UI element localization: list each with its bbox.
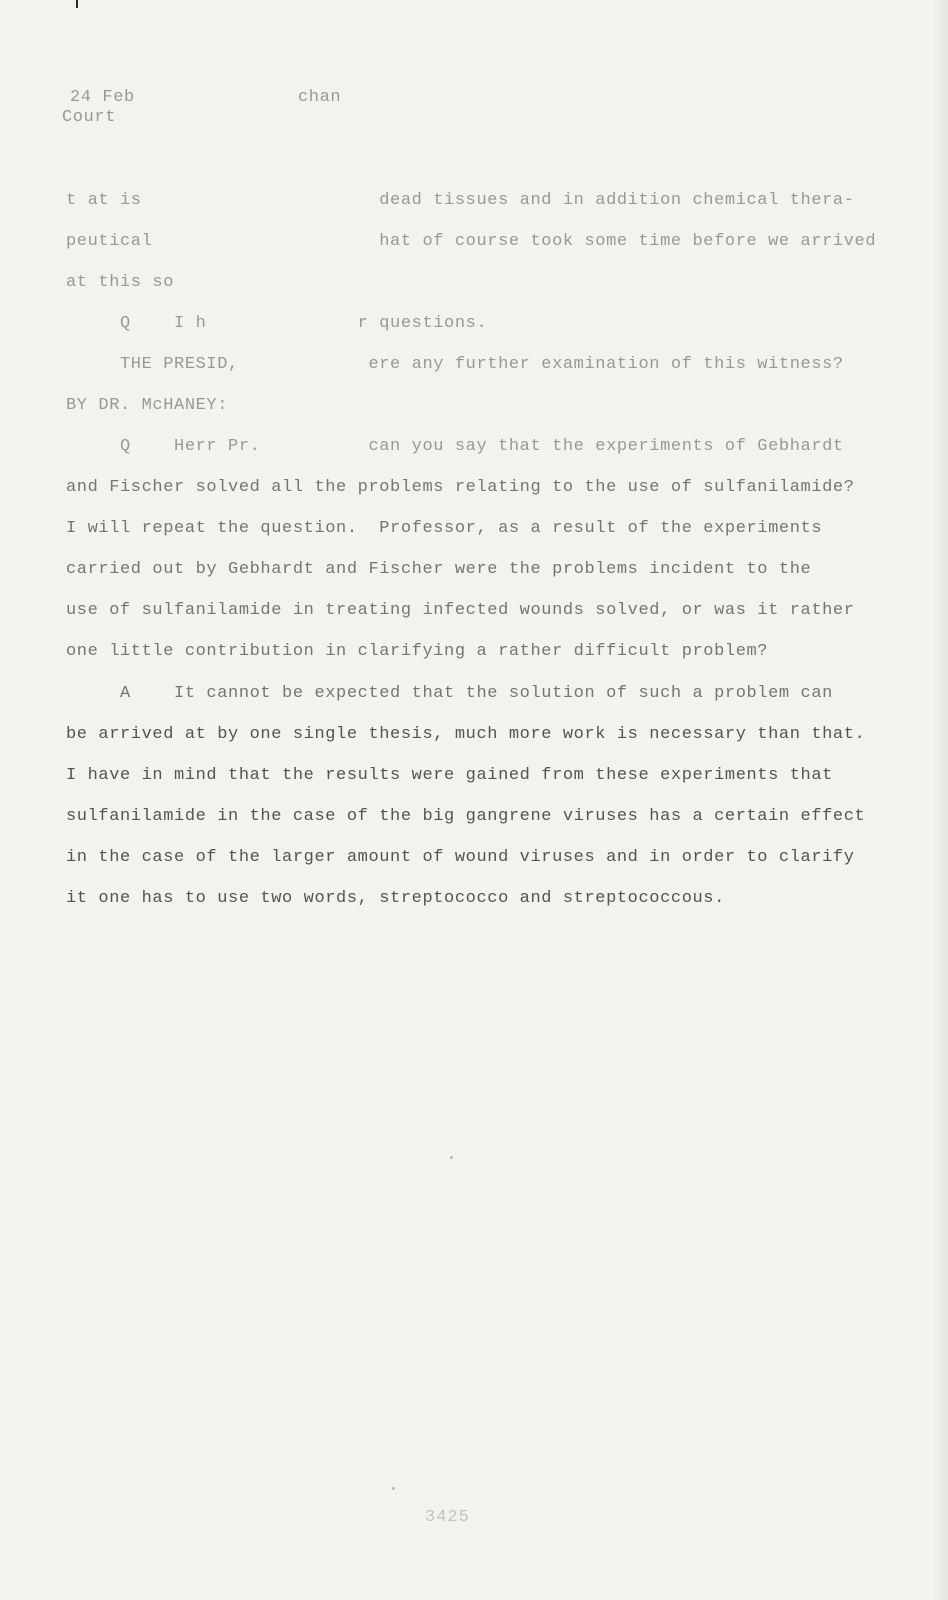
header-court: Court: [62, 108, 117, 127]
body-line: t at is dead tissues and in addition chemical thera-: [66, 191, 855, 210]
page-number: 3425: [425, 1508, 470, 1527]
body-line: carried out by Gebhardt and Fischer were the problems incident to the: [66, 560, 812, 579]
body-line: I will repeat the question. Professor, as a result of the experiments: [66, 519, 823, 538]
president-line: THE PRESID, ere any further examination of this witness?: [66, 355, 844, 374]
paper-speck: [450, 1156, 453, 1159]
question-line: Q I h r questions.: [66, 314, 488, 333]
body-line: I have in mind that the results were gained from these experiments that: [66, 766, 833, 785]
answer-line: A It cannot be expected that the solution of such a problem can: [66, 684, 833, 703]
examiner-heading: BY DR. McHANEY:: [66, 396, 229, 415]
header-name-fragment: chan: [298, 88, 342, 107]
binding-mark: [76, 0, 78, 8]
body-line: sulfanilamide in the case of the big gangrene viruses has a certain effect: [66, 807, 866, 826]
body-line: in the case of the larger amount of wound viruses and in order to clarify: [66, 848, 855, 867]
body-line: peutical hat of course took some time before we arrived: [66, 232, 877, 251]
body-line: one little contribution in clarifying a rather difficult problem?: [66, 642, 769, 661]
body-line: and Fischer solved all the problems relating to the use of sulfanilamide?: [66, 478, 855, 497]
page-edge-shadow: [934, 0, 948, 1600]
question-line: Q Herr Pr. can you say that the experiments of Gebhardt: [66, 437, 844, 456]
body-line: be arrived at by one single thesis, much more work is necessary than that.: [66, 725, 866, 744]
body-line: use of sulfanilamide in treating infected wounds solved, or was it rather: [66, 601, 855, 620]
header-date: 24 Feb: [70, 88, 135, 107]
body-line: it one has to use two words, streptococco and streptococcous.: [66, 889, 725, 908]
paper-speck: [392, 1487, 395, 1490]
body-line: at this so: [66, 273, 175, 292]
